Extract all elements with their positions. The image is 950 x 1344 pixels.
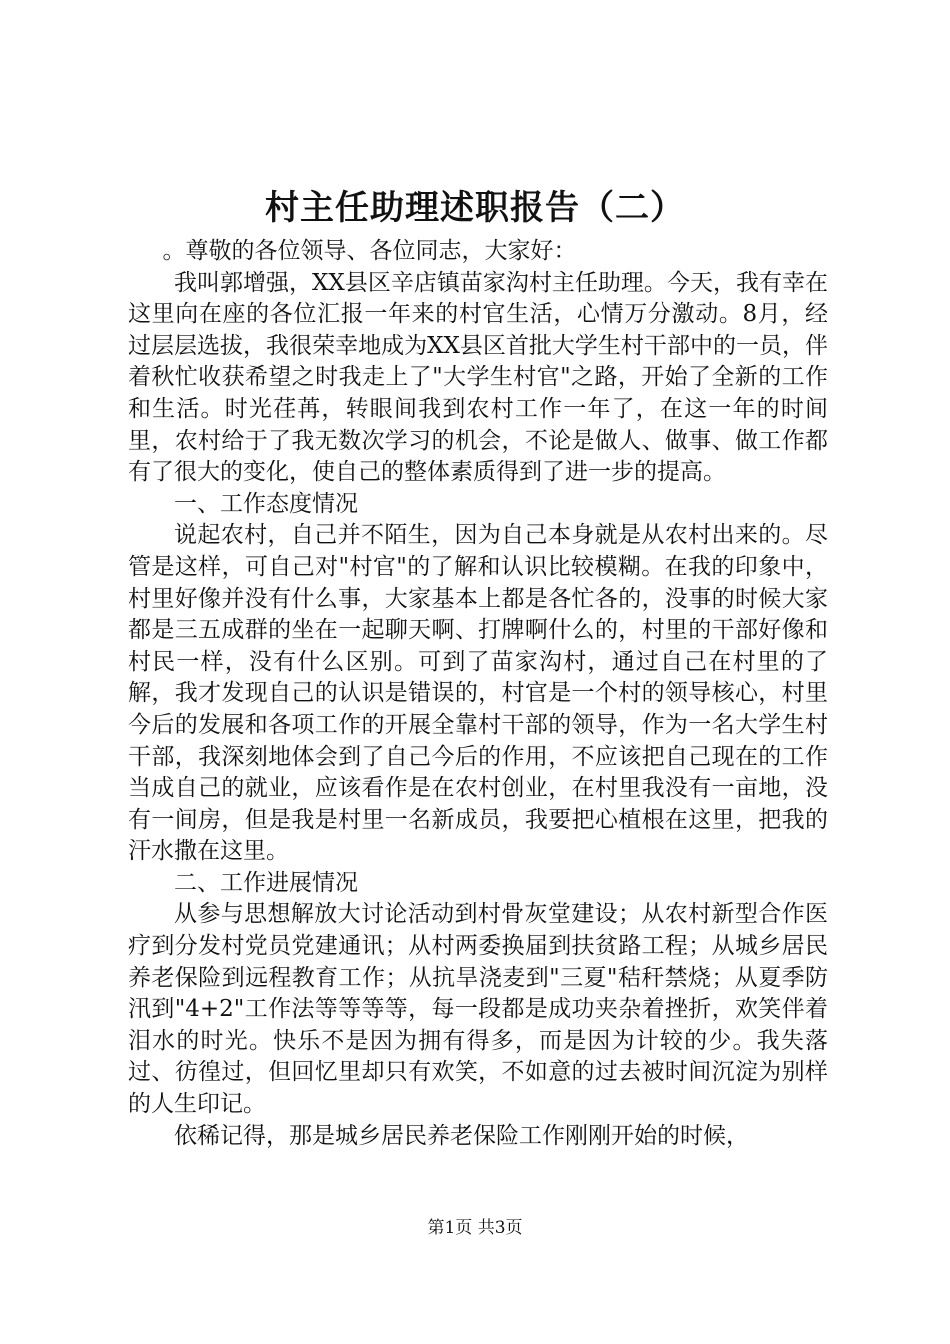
page-number-footer: 第1页 共3页 xyxy=(427,1218,523,1238)
document-title: 村主任助理述职报告（二） xyxy=(265,188,685,228)
attitude-paragraph: 说起农村，自己并不陌生，因为自己本身就是从农村出来的。尽管是这样，可自己对"村官"的了解和认识比较模糊。在我的印象中，村里好像并没有什么事，大家基本上都是各忙各的，没事的时候大家都是三五成群的坐在一起聊天啊、打牌啊什么的，村里的干部好像和村民一样，没有什么区别。可到了苗家沟村，通过自己在村里的了解，我才发现自己的认识是错误的，村官是一个村的领导核心，村里今后的发展和各项工作的开展全靠村干部的领导，作为一名大学生村干部，我深刻地体会到了自己今后的作用，不应该把自己现在的工作当成自己的就业，应该看作是在农村创业，在村里我没有一亩地，没有一间房，但是我是村里一名新成员，我要把心植根在这里，把我的汗水撒在这里。 xyxy=(128,522,828,865)
section-heading-attitude: 一、工作态度情况 xyxy=(174,490,358,517)
intro-paragraph: 我叫郭增强，XX县区辛店镇苗家沟村主任助理。今天，我有幸在这里向在座的各位汇报一年来的村官生活，心情万分激动。8月，经过层层选拔，我很荣幸地成为XX县区首批大学生村干部中的一员，伴着秋忙收获希望之时我走上了"大学生村官"之路，开始了全新的工作和生活。时光荏苒，转眼间我到农村工作一年了，在这一年的时间里，农村给于了我无数次学习的机会，不论是做人、做事、做工作都有了很大的变化，使自己的整体素质得到了进一步的提高。 xyxy=(128,269,828,486)
section-heading-progress: 二、工作进展情况 xyxy=(174,869,358,896)
progress-paragraph: 从参与思想解放大讨论活动到村骨灰堂建设；从农村新型合作医疗到分发村党员党建通讯；从村两委换届到扶贫路工程；从城乡居民养老保险到远程教育工作；从抗旱浇麦到"三夏"秸秆禁烧；从夏季防汛到"4+2"工作法等等等等，每一段都是成功夹杂着挫折，欢笑伴着泪水的时光。快乐不是因为拥有得多，而是因为计较的少。我失落过、彷徨过，但回忆里却只有欢笑，不如意的过去被时间沉淀为别样的人生印记。 xyxy=(128,901,828,1118)
memory-paragraph: 依稀记得，那是城乡居民养老保险工作刚刚开始的时候， xyxy=(174,1122,749,1149)
document-body xyxy=(128,236,828,1152)
salutation-paragraph: 。尊敬的各位领导、各位同志，大家好： xyxy=(162,238,577,264)
